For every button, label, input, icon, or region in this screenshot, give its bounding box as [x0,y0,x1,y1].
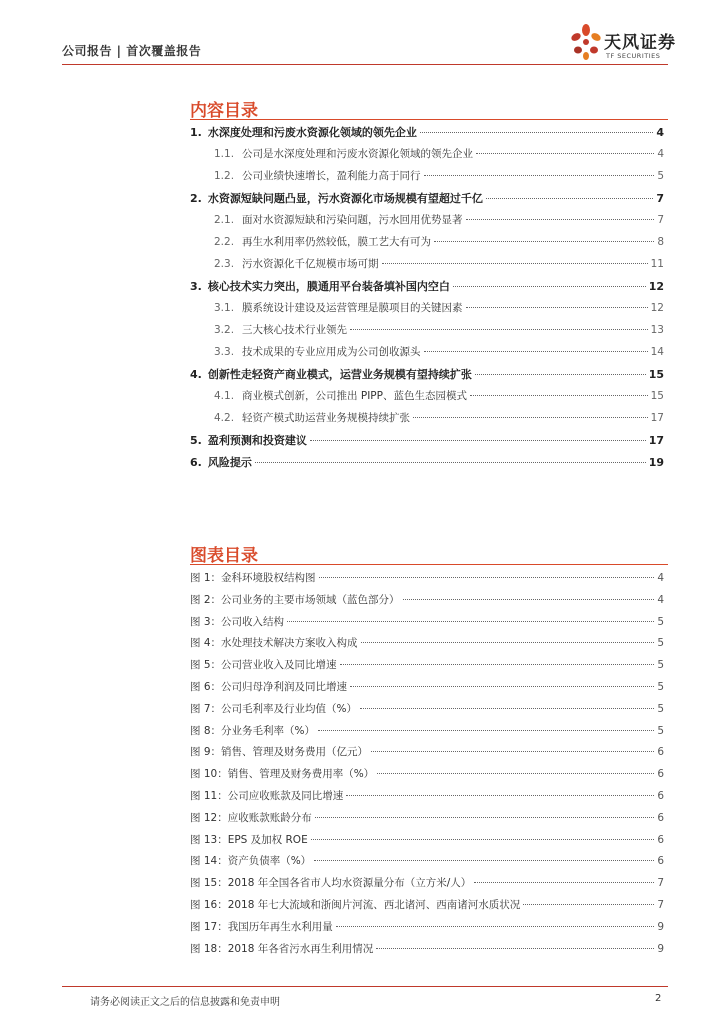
figure-entry[interactable] [190,614,664,629]
toc-leader-dots [420,131,654,133]
toc-leader-dots [453,285,646,287]
toc-leader-dots [434,240,654,242]
figure-leader-dots [318,729,654,731]
figure-entry-title: 图 10：销售、管理及财务费用率（%） [190,768,375,781]
figure-entry-title: 图 15：2018 年全国各省市人均水资源量分布（立方米/人） [190,877,472,890]
figure-entry[interactable] [190,766,664,781]
toc-entry-title: 公司业绩快速增长，盈利能力高于同行 [242,170,421,182]
toc-leader-dots [475,373,646,375]
toc-entry-page: 17 [648,434,664,447]
toc-leader-dots [476,152,654,154]
figure-entry-title: 图 7：公司毛利率及行业均值（%） [190,702,357,715]
toc-entry-number: 2. [190,192,202,205]
figure-leader-dots [377,772,654,774]
figure-entry-page: 4 [657,572,664,584]
figure-entry-title: 图 2：公司业务的主要市场领域（蓝色部分） [190,593,400,606]
toc-title-rule [190,119,668,120]
figure-entry-title: 图 13：EPS 及加权 ROE [190,833,308,846]
figure-entry-title: 图 3：公司收入结构 [190,615,285,628]
toc-entry-number: 1.2. [214,170,235,182]
toc-entry[interactable] [214,168,664,183]
toc-entry-page: 19 [648,456,664,469]
figure-entry[interactable] [190,635,664,650]
toc-entry[interactable] [214,256,664,271]
figure-entry-page: 6 [657,768,664,781]
toc-entry-page: 12 [650,302,664,314]
toc-leader-dots [350,328,648,330]
flower-logo-icon [568,22,604,62]
toc-entry-page: 15 [650,390,664,402]
toc-entry-number: 4.1. [214,390,235,402]
toc-entry-number: 3. [190,280,202,293]
toc-entry[interactable] [214,388,664,403]
figure-entry-title: 图 18：2018 年各省污水再生利用情况 [190,942,374,955]
toc-entry-title: 三大核心技术行业领先 [242,324,348,336]
toc-entry-number: 3.3. [214,346,235,358]
toc-entry-number: 3.1. [214,302,235,314]
figure-entry-title: 图 12：应收账款账龄分布 [190,811,312,824]
report-breadcrumb: 公司报告 | 首次覆盖报告 [62,44,202,58]
toc-entry-number: 4. [190,368,202,381]
toc-leader-dots [466,306,648,308]
figure-entry[interactable] [190,701,664,716]
figure-entry[interactable] [190,897,664,912]
toc-entry[interactable] [214,410,664,425]
figure-leader-dots [311,838,655,840]
figure-entry-title: 图 6：公司归母净利润及同比增速 [190,681,348,693]
toc-entry[interactable] [190,454,664,470]
figure-entry-page: 5 [657,724,664,737]
page-number: 2 [655,993,662,1004]
figure-leader-dots [371,750,654,752]
toc-entry-title: 面对水资源短缺和污染问题，污水回用优势显著 [242,214,463,226]
toc-entry-page: 14 [650,346,664,358]
toc-entry-page: 17 [650,412,664,424]
toc-leader-dots [310,439,646,441]
company-logo [568,22,678,64]
figure-entry[interactable] [190,832,664,847]
toc-leader-dots [486,197,654,199]
figure-leader-dots [319,576,655,578]
figure-leader-dots [523,903,654,905]
toc-entry-page: 13 [650,324,664,336]
figure-leader-dots [346,794,654,796]
toc-entry-title: 盈利预测和投资建议 [207,434,307,447]
figure-leader-dots [376,947,654,949]
toc-entry-page: 7 [656,192,664,205]
figure-entry-page: 6 [657,855,664,868]
toc-leader-dots [382,262,648,264]
figures-title: 图表目录 [190,546,258,566]
figure-leader-dots [340,663,655,665]
figure-entry-page: 6 [657,811,664,824]
toc-entry-title: 水资源短缺问题凸显，污水资源化市场规模有望超过千亿 [207,192,483,205]
figure-leader-dots [403,598,655,600]
toc-leader-dots [466,218,655,220]
toc-entry-title: 风险提示 [207,456,252,469]
toc-entry-page: 12 [648,280,664,293]
figure-entry-page: 6 [657,833,664,846]
toc-entry-number: 2.1. [214,214,235,226]
toc-entry-number: 2.2. [214,236,235,248]
figure-leader-dots [287,620,654,622]
figure-entry-page: 7 [657,899,664,911]
figure-entry-page: 5 [657,637,664,650]
toc-entry[interactable] [214,212,664,227]
toc-entry-number: 5. [190,434,202,447]
figure-entry[interactable] [190,570,664,585]
figure-entry[interactable] [190,853,664,868]
toc-entry-page: 5 [657,170,664,182]
toc-entry[interactable] [214,146,664,161]
toc-entry-title: 商业模式创新，公司推出 PIPP、蓝色生态园模式 [242,390,467,402]
toc-entry-number: 3.2. [214,324,235,336]
footer-disclaimer: 请务必阅读正文之后的信息披露和免责申明 [90,997,280,1008]
figure-entry[interactable] [190,875,664,890]
toc-entry-number: 1. [190,126,202,139]
figure-entry-title: 图 11：公司应收账款及同比增速 [190,790,344,802]
figures-title-rule [190,564,668,565]
figure-entry[interactable] [190,788,664,803]
figure-leader-dots [474,881,654,883]
toc-entry-title: 公司是水深度处理和污废水资源化领域的领先企业 [242,148,474,160]
toc-entry[interactable] [190,190,664,206]
figure-leader-dots [314,859,654,861]
toc-leader-dots [424,350,648,352]
figure-entry-page: 7 [657,877,664,890]
figure-entry-title: 图 9：销售、管理及财务费用（亿元） [190,746,369,759]
logo-english-name: TF SECURITIES [606,52,661,60]
toc-entry[interactable] [214,234,664,249]
toc-entry[interactable] [190,432,664,448]
toc-entry[interactable] [214,322,664,337]
figure-entry[interactable] [190,919,664,934]
figure-entry[interactable] [190,810,664,825]
toc-entry-title: 污水资源化千亿规模市场可期 [242,258,379,270]
toc-entry[interactable] [190,278,664,294]
figure-entry-page: 6 [657,790,664,802]
toc-entry[interactable] [190,124,664,140]
toc-entry-page: 4 [656,126,664,139]
toc-entry-number: 4.2. [214,412,235,424]
toc-entry[interactable] [214,300,664,315]
toc-entry-title: 技术成果的专业应用成为公司创收源头 [242,346,421,358]
figure-entry-title: 图 1：金科环境股权结构图 [190,572,316,584]
toc-entry-title: 轻资产模式助运营业务规模持续扩张 [242,412,411,424]
toc-entry-title: 水深度处理和污废水资源化领域的领先企业 [207,126,417,139]
toc-entry-page: 15 [648,368,664,381]
figure-entry-title: 图 16：2018 年七大流域和浙闽片河流、西北诸河、西南诸河水质状况 [190,899,521,911]
toc-leader-dots [255,461,646,463]
figure-entry[interactable] [190,657,664,672]
toc-entry-page: 8 [657,236,664,248]
figure-entry-title: 图 14：资产负债率（%） [190,855,312,868]
figure-entry-page: 5 [657,615,664,628]
toc-leader-dots [424,174,655,176]
logo-chinese-name: 天风证券 [604,33,676,53]
figure-entry-title: 图 8：分业务毛利率（%） [190,724,315,737]
figure-leader-dots [361,641,655,643]
footer-divider [62,986,668,987]
toc-title: 内容目录 [190,101,258,121]
figure-leader-dots [315,816,655,818]
figure-entry[interactable] [190,679,664,694]
toc-entry-title: 再生水利用率仍然较低，膜工艺大有可为 [242,236,432,248]
toc-entry-page: 4 [657,148,664,160]
figure-entry-page: 5 [657,659,664,672]
toc-leader-dots [413,416,648,418]
figure-entry[interactable] [190,592,664,607]
toc-entry-page: 11 [650,258,664,270]
figure-leader-dots [350,685,654,687]
figure-entry-title: 图 4：水处理技术解决方案收入构成 [190,637,358,650]
figure-entry-page: 6 [657,746,664,759]
figure-entry[interactable] [190,941,664,956]
figure-entry-title: 图 17：我国历年再生水利用量 [190,920,333,933]
figure-entry-title: 图 5：公司营业收入及同比增速 [190,659,337,672]
toc-leader-dots [470,394,648,396]
toc-entry-number: 2.3. [214,258,235,270]
toc-entry-number: 1.1. [214,148,235,160]
figure-entry-page: 9 [657,942,664,955]
toc-entry-title: 核心技术实力突出，膜通用平台装备填补国内空白 [207,280,450,293]
figure-leader-dots [336,925,655,927]
figure-entry-page: 5 [657,681,664,693]
toc-entry[interactable] [190,366,664,382]
figure-entry-page: 9 [657,920,664,933]
toc-entry-title: 膜系统设计建设及运营管理是膜项目的关键因素 [242,302,463,314]
toc-entry-number: 6. [190,456,202,469]
header-divider [62,64,668,65]
figure-entry-page: 4 [657,593,664,606]
figure-leader-dots [360,707,654,709]
toc-entry-title: 创新性走轻资产商业模式，运营业务规模有望持续扩张 [207,368,472,381]
figure-entry-page: 5 [657,702,664,715]
toc-entry-page: 7 [657,214,664,226]
figure-entry[interactable] [190,723,664,738]
toc-entry[interactable] [214,344,664,359]
figure-entry[interactable] [190,744,664,759]
